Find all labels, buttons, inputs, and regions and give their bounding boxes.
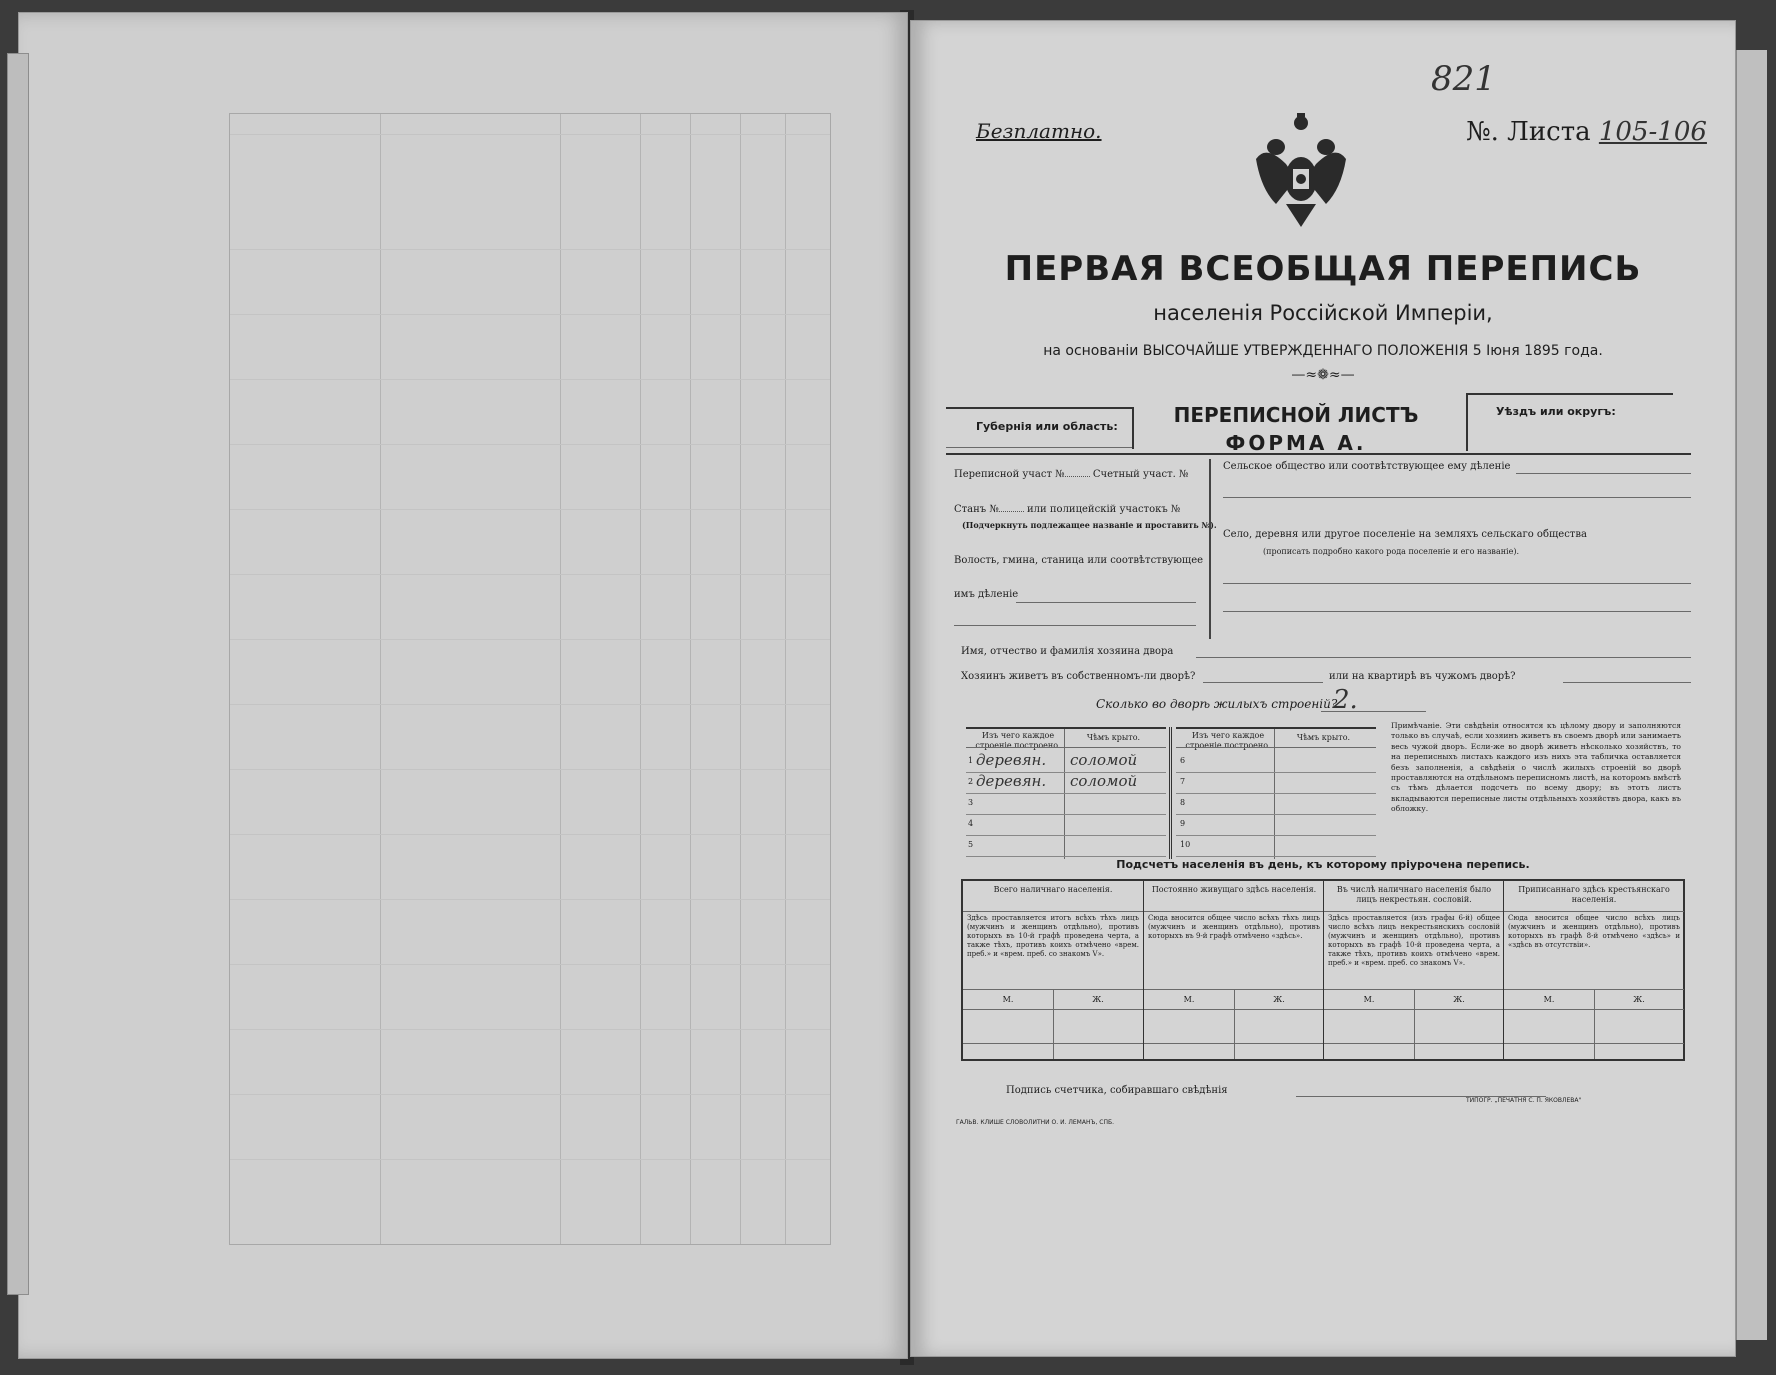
buildings-count-value: 2. — [1333, 685, 1358, 715]
building-row — [1176, 793, 1376, 815]
delenie-label: имъ дѣленіе — [954, 589, 1019, 600]
building-row — [1176, 751, 1376, 773]
sheet-number — [1466, 117, 1707, 147]
sheet-number-value: 105-106 — [1598, 117, 1707, 147]
female-label: Ж. — [1273, 995, 1285, 1004]
building-roof: соломой — [1070, 772, 1138, 790]
building-row-number: 7 — [1180, 777, 1186, 786]
buildings-table — [966, 727, 1376, 859]
building-row — [1176, 814, 1376, 836]
count-title: Подсчетъ населенія въ день, къ которому пріурочена перепись. — [1116, 858, 1530, 871]
form-name: ПЕРЕПИСНОЙ ЛИСТЪ — [1173, 403, 1419, 427]
building-roof: соломой — [1070, 751, 1138, 769]
female-label: Ж. — [1453, 995, 1465, 1004]
archive-number: 821 — [1431, 59, 1496, 99]
stan-label: Станъ № — [954, 504, 999, 515]
building-row-number: 5 — [968, 840, 974, 849]
gubernia-label: Губернія или область: — [976, 420, 1118, 433]
building-row — [966, 772, 1166, 794]
building-row — [966, 835, 1166, 857]
village-note: (прописать подробно какого рода поселеніе и его названіе). — [1263, 547, 1519, 556]
building-row-number: 4 — [968, 819, 974, 828]
building-row-number: 1 — [968, 756, 974, 765]
sheet-number-label: №. Листа — [1466, 117, 1591, 147]
printer-right: ТИПОГР. „ПЕЧАТНЯ С. П. ЯКОВЛЕВА" — [1466, 1097, 1582, 1104]
col-material-header: Изъ чего каждое строеніе построено. — [975, 731, 1061, 750]
building-row — [966, 793, 1166, 815]
col-roof-header-2: Чѣмъ крыто. — [1296, 733, 1351, 742]
male-label: М. — [1363, 995, 1375, 1004]
imperial-eagle-emblem — [1246, 109, 1356, 229]
count-column-desc: Здѣсь проставляется итогъ всѣхъ тѣхъ лицъ (мужчинъ и женщинъ отдѣльно), противъ которыхъ въ 10-й графѣ проведена черта, а также тѣхъ, противъ коихъ отмѣчено «врем. преб.» и «врем. преб. со знакомъ V». — [967, 914, 1139, 958]
signature-label: Подпись счетчика, собиравшаго свѣдѣнія — [1006, 1085, 1228, 1096]
buildings-count-label: Сколько во дворѣ жилыхъ строеній? — [1096, 697, 1338, 711]
count-column-head: Въ числѣ наличнаго населенія было лицъ некрестьян. сословій. — [1336, 885, 1492, 904]
uezd-label: Уѣздъ или округъ: — [1496, 405, 1616, 418]
form-subtitle: населенія Россійской Имперіи, — [1153, 301, 1493, 325]
page-stack-edge-right — [1736, 50, 1767, 1340]
building-row-number: 2 — [968, 777, 974, 786]
count-column — [1143, 881, 1324, 1059]
census-form-page — [910, 20, 1736, 1357]
page-stack-edge — [7, 53, 29, 1295]
stan-note: (Подчеркнуть подлежащее названіе и проставить №). — [962, 520, 1217, 530]
owner-flat-label: или на квартирѣ въ чужомъ дворѣ? — [1329, 671, 1516, 682]
owner-lives-label: Хозяинъ живетъ въ собственномъ-ли дворѣ? — [961, 671, 1196, 682]
free-label: Безплатно. — [976, 119, 1102, 143]
count-table — [961, 879, 1685, 1061]
count-column-head: Всего наличнаго населенія. — [993, 885, 1113, 894]
building-row-number: 6 — [1180, 756, 1186, 765]
col-material-header-2: Изъ чего каждое строеніе построено. — [1185, 731, 1271, 750]
building-material: деревян. — [976, 751, 1047, 769]
col-roof-header: Чѣмъ крыто. — [1086, 733, 1141, 742]
building-material: деревян. — [976, 772, 1047, 790]
count-column — [1323, 881, 1504, 1059]
printer-left: ГАЛЬВ. КЛИШЕ СЛОВОЛИТНИ О. И. ЛЕМАНЪ, СПБ. — [956, 1119, 1115, 1126]
building-row — [966, 814, 1166, 836]
female-label: Ж. — [1633, 995, 1645, 1004]
count-column — [963, 881, 1143, 1059]
form-type: ФОРМА А. — [1225, 431, 1367, 455]
building-row-number: 3 — [968, 798, 974, 807]
building-row-number: 8 — [1180, 798, 1186, 807]
building-row — [966, 751, 1166, 773]
form-basis: на основаніи ВЫСОЧАЙШЕ УТВЕРЖДЕННАГО ПОЛОЖЕНІЯ 5 Іюня 1895 года. — [1043, 343, 1603, 359]
owner-name-label: Имя, отчество и фамилія хозяина двора — [961, 646, 1174, 657]
count-column-head: Постоянно живущаго здѣсь населенія. — [1151, 885, 1317, 894]
ornament-divider: —≈❁≈— — [1291, 367, 1355, 383]
society-label: Сельское общество или соотвѣтствующее ему дѣленіе — [1223, 461, 1511, 472]
village-label: Село, деревня или другое поселеніе на земляхъ сельскаго общества — [1223, 529, 1587, 540]
count-column-desc: Сюда вносится общее число всѣхъ тѣхъ лицъ (мужчинъ и женщинъ отдѣльно), противъ которыхъ въ 9-й графѣ отмѣчено «здѣсь». — [1148, 914, 1320, 940]
building-row — [1176, 772, 1376, 794]
police-label: или полицейскій участокъ № — [1027, 504, 1181, 515]
male-label: М. — [1183, 995, 1195, 1004]
male-label: М. — [1543, 995, 1555, 1004]
form-banner — [946, 393, 1691, 465]
form-title: ПЕРВАЯ ВСЕОБЩАЯ ПЕРЕПИСЬ — [1004, 249, 1642, 289]
left-ruled-grid — [229, 113, 831, 1245]
male-label: М. — [1002, 995, 1014, 1004]
primechanie-note: Примѣчаніе. Эти свѣдѣнія относятся къ цѣлому двору и заполняются только въ случаѣ, если хозяинъ живетъ въ своемъ дворѣ или занимаетъ весь чужой дворъ. Если-же во дворѣ живетъ нѣсколько хозяйствъ, то на переписныхъ листахъ каждого изъ нихъ эта табличка оставляется безъ заполненія, а свѣдѣнія о числѣ жилыхъ строеній во дворѣ проставляются на отдѣльномъ переписномъ листѣ, на которомъ вмѣстѣ съ тѣмъ дѣлается подсчетъ по всему двору; въ этотъ листъ вкладываются переписные листы отдѣльныхъ хозяйствъ двора, какъ въ обложку. — [1391, 721, 1681, 814]
count-column — [1503, 881, 1684, 1059]
count-column-head: Приписаннаго здѣсь крестьянскаго населенія. — [1518, 885, 1670, 904]
building-row-number: 10 — [1180, 840, 1191, 849]
schetny-label: Счетный участ. № — [1092, 469, 1189, 480]
female-label: Ж. — [1092, 995, 1104, 1004]
left-page — [18, 12, 908, 1359]
uchastok-label: Переписной участ № — [954, 469, 1065, 480]
count-column-desc: Сюда вносится общее число всѣхъ лицъ (мужчинъ и женщинъ отдѣльно), противъ которыхъ въ графѣ 8-й отмѣчено «здѣсь» и «здѣсь въ отсутствіи». — [1508, 914, 1680, 949]
building-row-number: 9 — [1180, 819, 1186, 828]
building-row — [1176, 835, 1376, 857]
volost-label: Волость, гмина, станица или соотвѣтствующее — [954, 555, 1204, 566]
count-column-desc: Здѣсь проставляется (изъ графы 6-й) общее число всѣхъ лицъ некрестьянскихъ сословій (мужчинъ и женщинъ отдѣльно), противъ которыхъ въ графѣ 10-й проведена черта, а также тѣхъ, противъ коихъ отмѣчено «врем. преб.» и «врем. преб. со знакомъ V». — [1328, 914, 1500, 967]
